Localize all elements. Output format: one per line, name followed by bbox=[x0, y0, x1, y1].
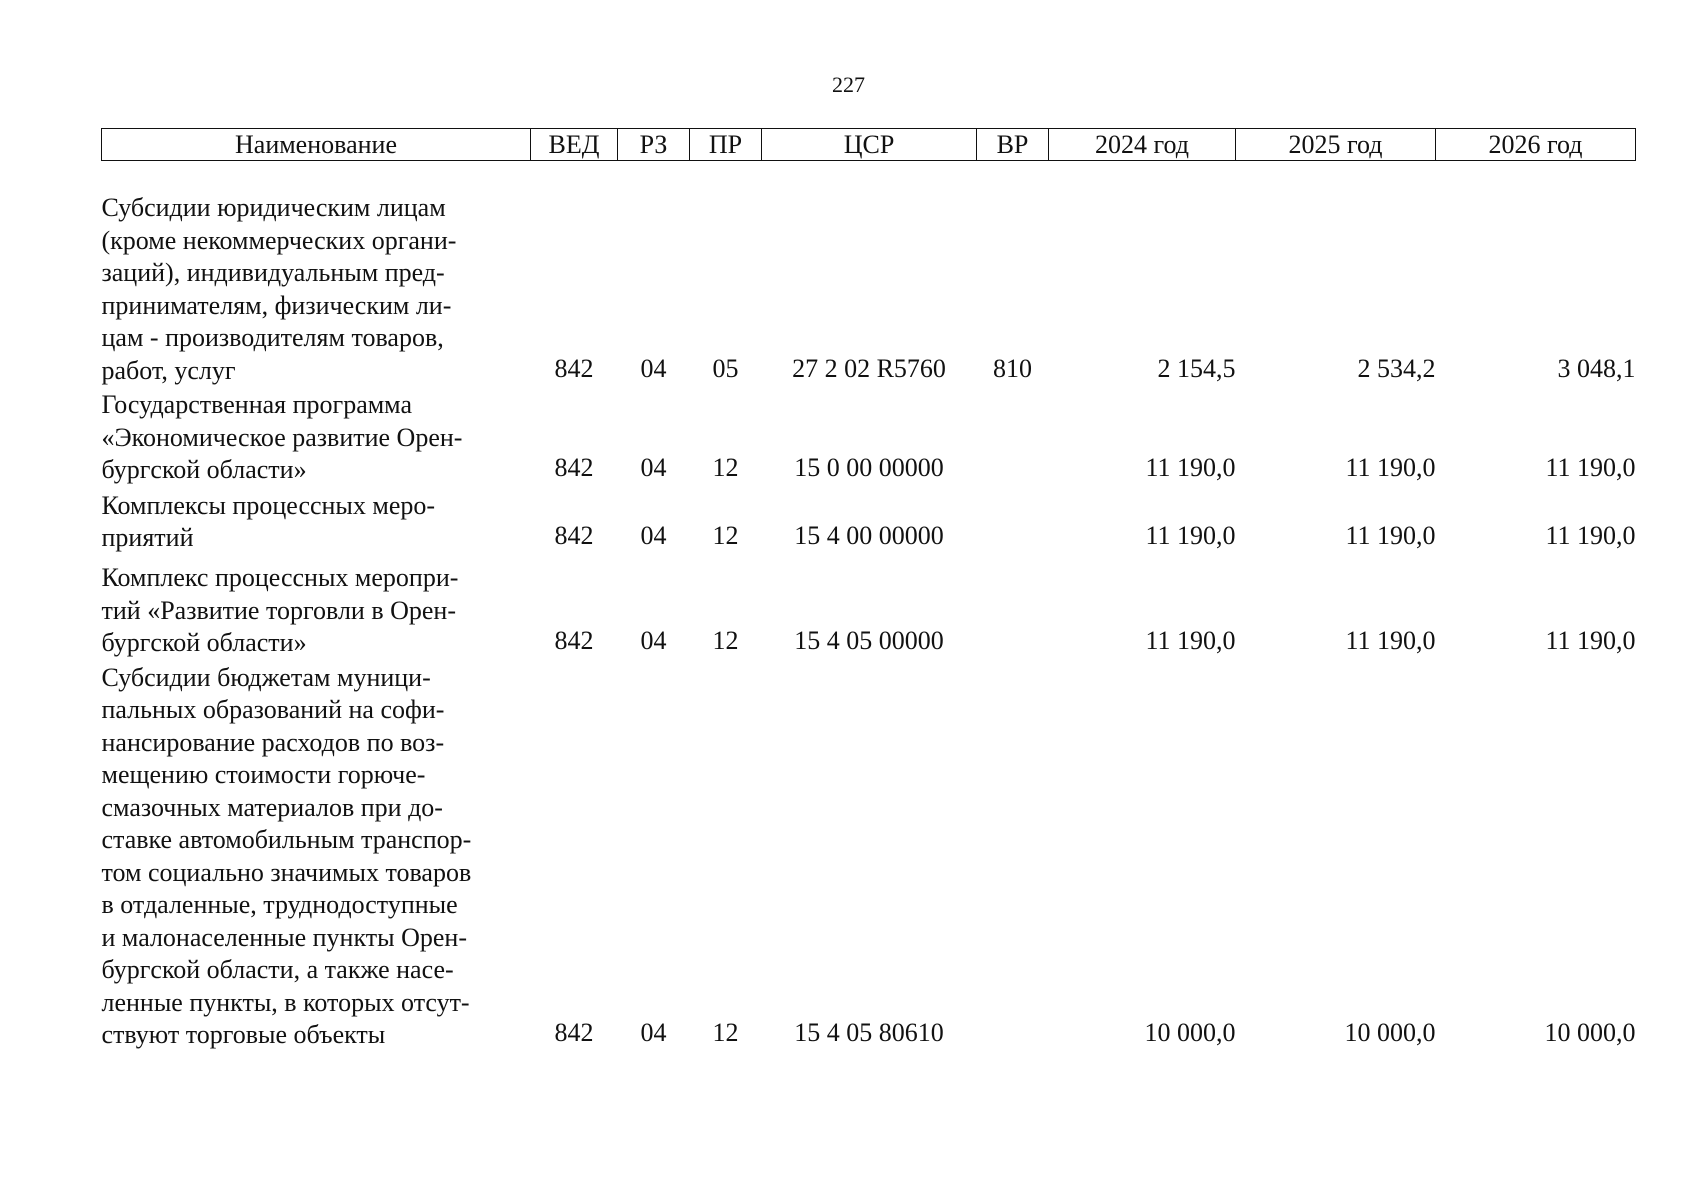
table-row bbox=[102, 389, 1636, 489]
name-line: мещению стоимости горюче- bbox=[101, 760, 426, 789]
header-csr: ЦСР bbox=[762, 129, 977, 161]
name-line: пальных образований на софи- bbox=[101, 695, 445, 724]
cell-2026: 10 000,0 bbox=[1544, 1018, 1636, 1047]
name-line: Государственная программа bbox=[101, 390, 413, 419]
cell-name bbox=[102, 557, 531, 662]
cell-vr bbox=[977, 662, 1049, 1054]
header-2025: 2025 год bbox=[1236, 129, 1436, 161]
cell-2024: 11 190,0 bbox=[1145, 453, 1236, 482]
cell-ved: 842 bbox=[554, 453, 594, 482]
cell-2025: 11 190,0 bbox=[1345, 626, 1436, 655]
name-line: Субсидии бюджетам муници- bbox=[101, 662, 431, 692]
cell-vr bbox=[977, 489, 1049, 557]
cell-2024: 11 190,0 bbox=[1145, 626, 1236, 655]
cell-csr: 15 4 05 00000 bbox=[794, 626, 944, 655]
name-line: тий «Развитие торговли в Орен- bbox=[101, 595, 456, 625]
cell-csr: 27 2 02 R5760 bbox=[792, 353, 946, 383]
name-line: ленные пункты, в которых отсут- bbox=[101, 987, 470, 1017]
cell-vr bbox=[977, 389, 1049, 489]
cell-name bbox=[102, 161, 531, 390]
name-line: заций), индивидуальным пред- bbox=[101, 258, 445, 287]
cell-pr: 12 bbox=[712, 521, 739, 550]
name-line: том социально значимых товаров bbox=[101, 857, 472, 887]
cell-2025: 11 190,0 bbox=[1345, 453, 1436, 482]
cell-ved: 842 bbox=[554, 1018, 594, 1047]
cell-2025: 10 000,0 bbox=[1344, 1018, 1436, 1047]
cell-ved: 842 bbox=[554, 353, 594, 383]
cell-vr bbox=[977, 557, 1049, 662]
name-line: бургской области» bbox=[101, 455, 307, 484]
cell-rz: 04 bbox=[640, 521, 667, 550]
table-header-row bbox=[102, 129, 1636, 161]
cell-vr: 810 bbox=[993, 353, 1032, 383]
name-line: цам - производителям товаров, bbox=[101, 323, 444, 352]
header-vr: ВР bbox=[977, 129, 1049, 161]
name-line: приятий bbox=[101, 523, 194, 552]
header-2024: 2024 год bbox=[1049, 129, 1236, 161]
name-line: работ, услуг bbox=[101, 355, 236, 385]
name-line: принимателям, физическим ли- bbox=[101, 290, 452, 320]
cell-name bbox=[102, 389, 531, 489]
cell-ved: 842 bbox=[554, 521, 594, 550]
cell-rz: 04 bbox=[640, 1018, 667, 1047]
cell-2024: 11 190,0 bbox=[1145, 521, 1236, 550]
cell-2025: 11 190,0 bbox=[1345, 521, 1436, 550]
name-line: и малонаселенные пункты Орен- bbox=[101, 922, 467, 952]
header-pr: ПР bbox=[690, 129, 762, 161]
cell-2026: 11 190,0 bbox=[1545, 521, 1636, 550]
cell-2024: 10 000,0 bbox=[1144, 1018, 1236, 1047]
cell-name bbox=[102, 489, 531, 557]
cell-name bbox=[102, 662, 531, 1054]
name-line: нансирование расходов по воз- bbox=[101, 727, 445, 757]
cell-pr: 12 bbox=[712, 1018, 739, 1047]
budget-table bbox=[101, 128, 1636, 1054]
header-ved: ВЕД bbox=[531, 129, 618, 161]
cell-2026: 11 190,0 bbox=[1545, 453, 1636, 482]
cell-rz: 04 bbox=[640, 353, 667, 383]
name-line: «Экономическое развитие Орен- bbox=[101, 422, 463, 452]
name-line: бургской области» bbox=[101, 628, 307, 657]
header-name: Наименование bbox=[102, 129, 531, 161]
cell-2026: 11 190,0 bbox=[1545, 626, 1636, 655]
cell-csr: 15 4 00 00000 bbox=[794, 521, 944, 550]
cell-2026: 3 048,1 bbox=[1557, 353, 1636, 383]
table-row bbox=[102, 161, 1636, 390]
name-line: Комплекс процессных меропри- bbox=[101, 563, 459, 592]
cell-pr: 05 bbox=[712, 353, 739, 383]
name-line: Комплексы процессных меро- bbox=[101, 490, 436, 520]
name-line: ствуют торговые объекты bbox=[101, 1020, 386, 1049]
name-line: ставке автомобильным транспор- bbox=[101, 825, 472, 854]
name-line: смазочных материалов при до- bbox=[101, 792, 443, 822]
cell-pr: 12 bbox=[712, 453, 739, 482]
cell-csr: 15 4 05 80610 bbox=[794, 1018, 944, 1047]
cell-rz: 04 bbox=[640, 453, 667, 482]
cell-2024: 2 154,5 bbox=[1157, 353, 1236, 383]
header-rz: РЗ bbox=[618, 129, 690, 161]
cell-pr: 12 bbox=[712, 626, 739, 655]
header-2026: 2026 год bbox=[1436, 129, 1636, 161]
page-number: 227 bbox=[832, 72, 865, 97]
name-line: (кроме некоммерческих органи- bbox=[101, 225, 457, 255]
cell-rz: 04 bbox=[640, 626, 667, 655]
cell-2025: 2 534,2 bbox=[1357, 353, 1436, 383]
name-line: бургской области, а также насе- bbox=[101, 955, 454, 984]
table-row bbox=[102, 489, 1636, 557]
cell-ved: 842 bbox=[554, 626, 594, 655]
name-line: Субсидии юридическим лицам bbox=[101, 193, 446, 222]
cell-csr: 15 0 00 00000 bbox=[794, 453, 944, 482]
table-row bbox=[102, 557, 1636, 662]
name-line: в отдаленные, труднодоступные bbox=[101, 890, 458, 919]
table-row bbox=[102, 662, 1636, 1054]
